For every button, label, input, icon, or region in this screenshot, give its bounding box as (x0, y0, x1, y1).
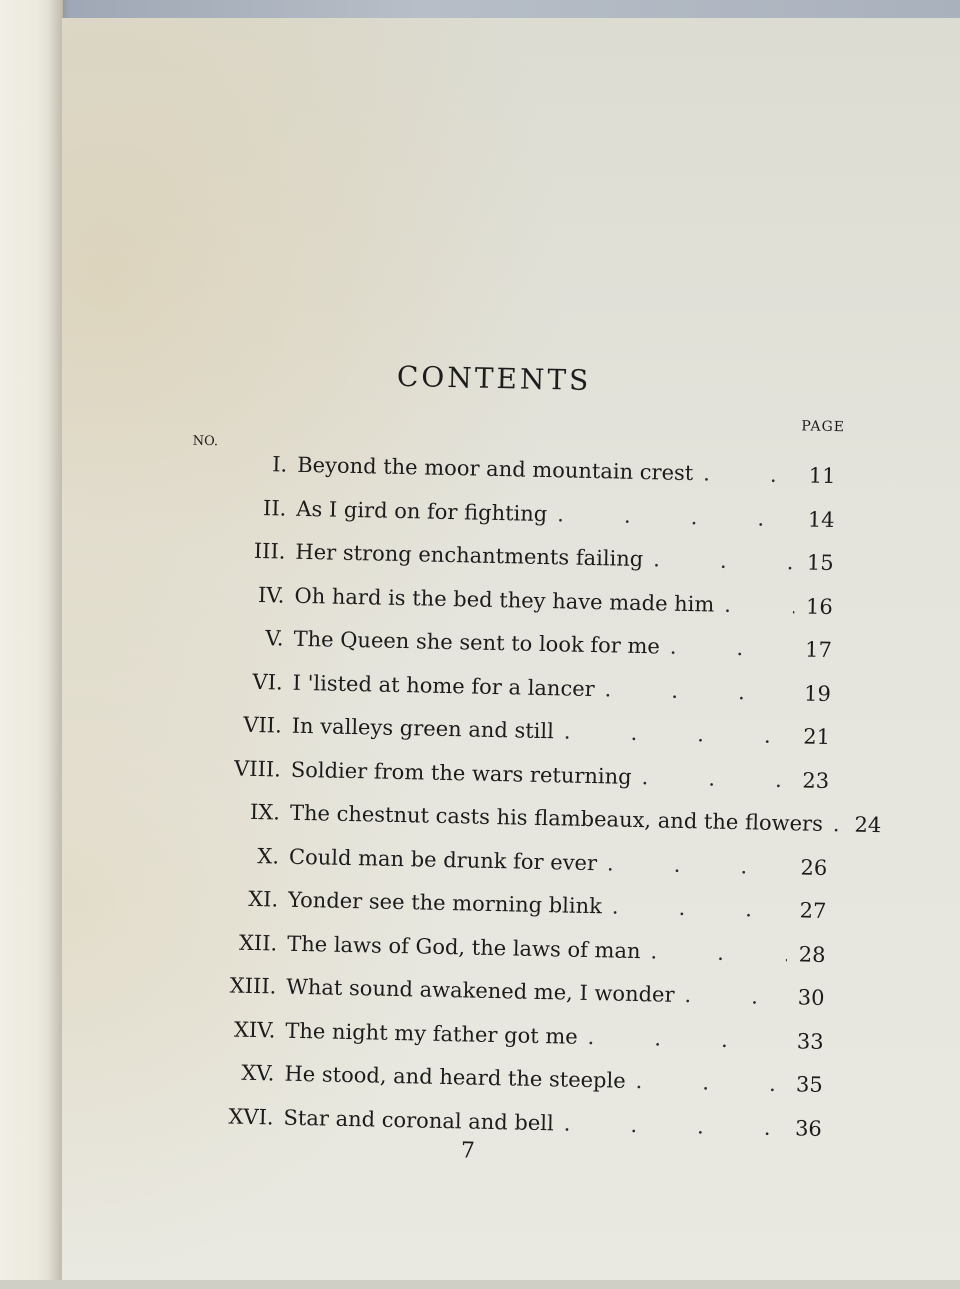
entry-title: Oh hard is the bed they have made him (294, 583, 715, 617)
leader-dots (625, 1069, 784, 1096)
entry-title: Beyond the moor and mountain crest (296, 452, 694, 486)
leader-dots (631, 764, 791, 791)
entry-page: 21 (803, 724, 831, 750)
entry-number: XI. (247, 886, 279, 912)
entry-number: IX. (249, 799, 281, 825)
entry-page: 16 (805, 594, 834, 619)
page-column-heading: PAGE (801, 418, 846, 436)
entry-page: 24 (854, 812, 882, 838)
entry-number: XIII. (229, 973, 277, 999)
entry-page: 17 (804, 637, 833, 663)
entry-number: VI. (252, 669, 283, 695)
leader-dots (594, 677, 792, 705)
leader-dots (553, 1111, 783, 1140)
entry-title: Her strong enchantments failing (295, 539, 644, 572)
entry-number: VIII. (233, 756, 282, 782)
leader-dots (643, 547, 796, 574)
book-page (62, 18, 960, 1280)
entry-page: 11 (808, 463, 836, 489)
leader-dots (693, 461, 797, 487)
entry-title: In valleys green and still (291, 713, 555, 744)
entry-page: 33 (796, 1028, 824, 1054)
contents-list (133, 450, 882, 1161)
leader-dots (714, 592, 795, 618)
entry-number: XVI. (228, 1104, 274, 1129)
entry-page: 23 (802, 767, 830, 793)
page-content (50, 8, 960, 1289)
entry-number: X. (257, 843, 280, 869)
entry-number: V. (265, 626, 284, 651)
entry-page: 14 (807, 507, 835, 532)
entry-title: What sound awakened me, I wonder (286, 974, 675, 1007)
entry-title: Star and coronal and bell (283, 1105, 554, 1135)
entry-title: Yonder see the morning blink (287, 887, 603, 919)
entry-page: 15 (806, 550, 834, 576)
page-title: CONTENTS (396, 359, 592, 397)
entry-number: XII. (238, 930, 278, 956)
entry-title: The chestnut casts his flambeaux, and the flowers (289, 800, 824, 836)
leader-dots (674, 983, 786, 1009)
entry-page: 28 (798, 941, 826, 967)
entry-page: 30 (797, 985, 825, 1010)
leader-dots (602, 894, 789, 922)
entry-title: I 'listed at home for a lancer (292, 670, 595, 701)
entry-title: As I gird on for fighting (296, 496, 548, 526)
entry-title: Soldier from the wars returning (290, 757, 632, 789)
entry-number: XV. (241, 1060, 275, 1086)
leader-dots (554, 719, 792, 748)
leader-dots (640, 939, 787, 966)
leader-dots (577, 1024, 785, 1052)
leader-dots (547, 502, 796, 531)
entry-page: 36 (794, 1115, 823, 1141)
entry-number: XIV. (233, 1017, 276, 1042)
entry-title: Could man be drunk for ever (288, 844, 598, 875)
page-number: 7 (460, 1138, 476, 1164)
number-column-heading: NO. (192, 433, 219, 450)
leader-dots (597, 851, 789, 879)
entry-number: II. (262, 495, 287, 521)
leader-dots (823, 812, 843, 836)
entry-title: The Queen she sent to look for me (293, 626, 661, 659)
entry-page: 26 (800, 854, 828, 880)
entry-number: VII. (243, 712, 283, 738)
entry-title: The night my father got me (285, 1018, 578, 1049)
entry-title: He stood, and heard the steeple (284, 1061, 626, 1093)
entry-page: 27 (799, 898, 827, 923)
entry-title: The laws of God, the laws of man (286, 931, 641, 963)
entry-number: III. (253, 538, 286, 564)
entry-number: I. (272, 452, 288, 477)
entry-page: 35 (795, 1072, 823, 1097)
entry-page: 19 (803, 680, 832, 706)
entry-number: IV. (257, 582, 285, 608)
leader-dots (660, 634, 794, 661)
